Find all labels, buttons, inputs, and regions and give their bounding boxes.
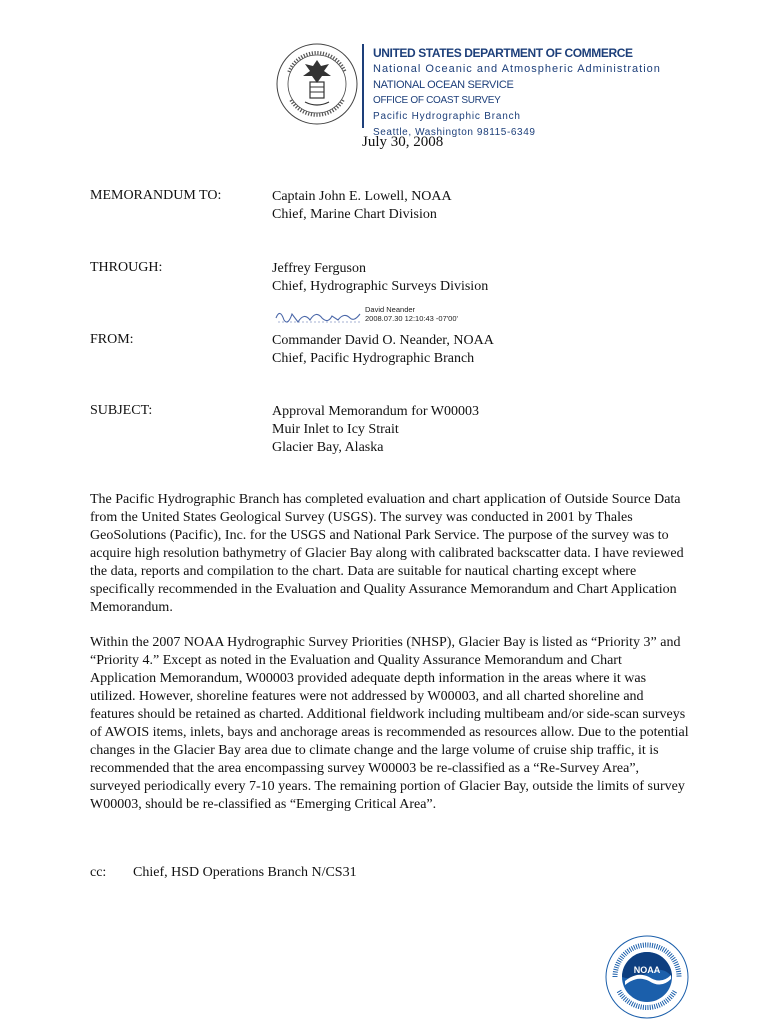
memo-through-value <box>272 260 488 296</box>
digital-signature-info <box>365 305 458 323</box>
signature-timestamp: 2008.07.30 12:10:43 -07'00' <box>365 314 458 323</box>
cc-label: cc: <box>90 865 107 880</box>
memo-date: July 30, 2008 <box>362 134 444 150</box>
letterhead-service: NATIONAL OCEAN SERVICE <box>373 79 514 91</box>
letterhead-office: OFFICE OF COAST SURVEY <box>373 95 501 106</box>
memo-to-title: Chief, Marine Chart Division <box>272 207 437 222</box>
memo-subject-line-1: Approval Memorandum for W00003 <box>272 404 479 419</box>
letterhead-address: Seattle, Washington 98115-6349 <box>373 127 536 138</box>
memo-to-label: MEMORANDUM TO: <box>90 188 222 203</box>
memo-through-name: Jeffrey Ferguson <box>272 261 366 276</box>
memo-subject-line-3: Glacier Bay, Alaska <box>272 440 384 455</box>
letterhead-administration: National Oceanic and Atmospheric Administration <box>373 63 661 75</box>
letterhead-department: UNITED STATES DEPARTMENT OF COMMERCE <box>373 46 633 60</box>
commerce-seal-icon <box>275 42 359 126</box>
body-paragraph-2: Within the 2007 NOAA Hydrographic Survey Priorities (NHSP), Glacier Bay is listed as “Priority 3” and “Priority 4.” Except as noted in the Evaluation and Quality Assurance Memorandum and Chart Application Memorandum, W00003 provided adequate depth information in the areas where it was utilized. However, shoreline features were not addressed by W00003, and all charted shoreline and features should be retained as charted. Additional fieldwork including multibeam and/or side-scan surveys of AWOIS items, inlets, bays and anchorage areas is recommended as resources allow. Due to the potential changes in the Glacier Bay area due to climate change and the large volume of cruise ship traffic, it is recommended that the area encompassing survey W00003 be re-classified as a “Re-Survey Area”, surveyed periodically every 7-10 years. The remaining portion of Glacier Bay, outside the limits of survey W00003, should be re-classified as “Emerging Critical Area”. <box>90 635 689 812</box>
memo-subject-value <box>272 403 479 457</box>
memo-from-label: FROM: <box>90 332 134 347</box>
memo-from-title: Chief, Pacific Hydrographic Branch <box>272 351 475 366</box>
memo-from-value <box>272 332 494 368</box>
memo-to-value <box>272 188 452 224</box>
letterhead-branch: Pacific Hydrographic Branch <box>373 111 521 122</box>
noaa-logo-icon <box>605 935 689 1019</box>
memo-from-name: Commander David O. Neander, NOAA <box>272 333 494 348</box>
memo-through-label: THROUGH: <box>90 260 163 275</box>
memo-through-title: Chief, Hydrographic Surveys Division <box>272 279 489 294</box>
memo-subject-line-2: Muir Inlet to Icy Strait <box>272 422 399 437</box>
cc-value: Chief, HSD Operations Branch N/CS31 <box>133 865 357 880</box>
body-paragraph-1: The Pacific Hydrographic Branch has completed evaluation and chart application of Outside Source Data from the United States Geological Survey (USGS). The survey was conducted in 2001 by Thales GeoSolutions (Pacific), Inc. for the USGS and National Park Service. The purpose of the survey was to acquire high resolution bathymetry of Glacier Bay along with calibrated backscatter data. I have reviewed the data, reports and compilation to the chart. Data are suitable for nautical charting except where specifically recommended in the Evaluation and Quality Assurance Memorandum and Chart Application Memorandum. <box>90 492 684 615</box>
signature-name: David Neander <box>365 305 416 314</box>
memo-to-name: Captain John E. Lowell, NOAA <box>272 189 452 204</box>
svg-text:NOAA: NOAA <box>633 965 661 975</box>
letterhead-divider <box>362 44 364 128</box>
letterhead <box>373 45 753 141</box>
memo-subject-label: SUBJECT: <box>90 403 153 418</box>
